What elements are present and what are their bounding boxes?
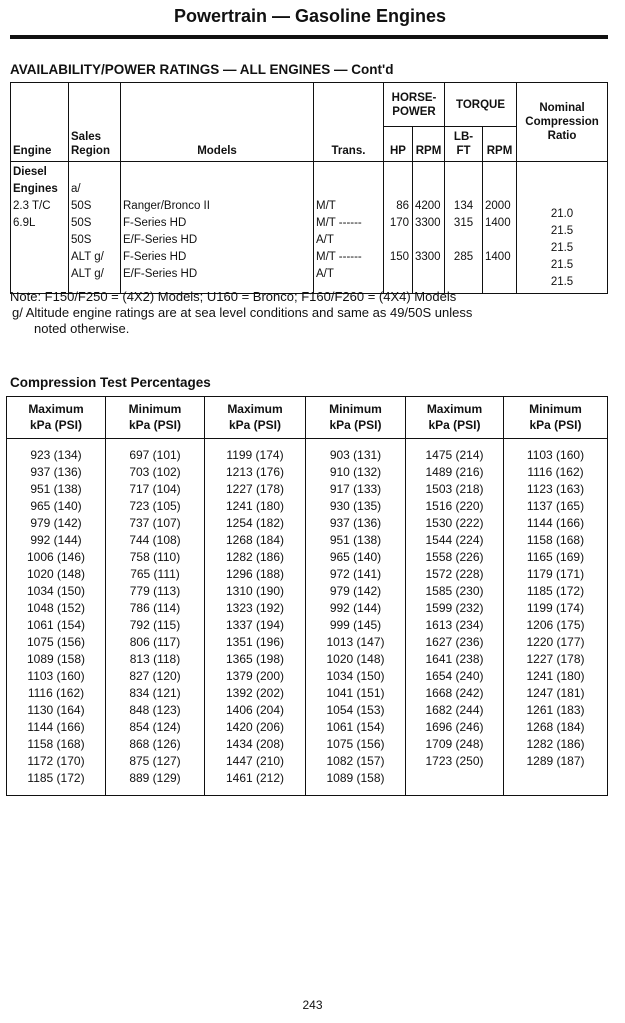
compression-value: 1434 (208) [225,737,285,751]
compression-value: 1172 (170) [27,754,85,768]
compression-value: 1130 (164) [27,703,85,717]
compression-value: 1289 (187) [526,754,585,768]
compression-value: 1075 (156) [326,737,385,751]
compression-value: 1558 (226) [425,550,484,564]
compression-value: 1296 (188) [225,567,285,581]
compression-value: 1013 (147) [326,635,385,649]
compression-value: 1206 (175) [526,618,585,632]
header-torque-rpm: RPM [483,127,517,162]
compression-value: 1654 (240) [425,669,484,683]
compression-value: 1158 (168) [27,737,85,751]
compression-table [6,396,608,796]
compression-value: 1337 (194) [225,618,285,632]
compression-value: 999 (145) [329,618,382,632]
compression-value: 1668 (242) [425,686,484,700]
header-compression-ratio: Nominal Compression Ratio [517,83,608,162]
header-torque: TORQUE [445,83,517,127]
compression-value: 979 (142) [30,516,82,530]
compression-value: 1123 (163) [526,482,585,496]
compression-value: 1185 (172) [27,771,85,785]
compression-value: 1061 (154) [326,720,385,734]
compression-value: 889 (129) [129,771,181,785]
compression-value: 1041 (151) [326,686,385,700]
compression-value: 1585 (230) [425,584,484,598]
compression-value: 917 (133) [329,482,382,496]
compression-value: 1489 (216) [425,465,484,479]
compression-value: 806 (117) [129,635,181,649]
compression-value: 1420 (206) [225,720,285,734]
compression-value: 1089 (158) [326,771,385,785]
compression-value: 1406 (204) [225,703,285,717]
compression-value: 1048 (152) [26,601,86,615]
compression-value: 1247 (181) [526,686,585,700]
compression-value: 951 (138) [329,533,382,547]
compression-value: 1641 (238) [425,652,484,666]
compression-value: 1461 (212) [225,771,285,785]
compression-value: 1020 (148) [326,652,385,666]
compression-value: 1261 (183) [526,703,585,717]
compression-value: 992 (144) [329,601,382,615]
header-rpm: RPM [413,127,445,162]
compression-value: 1116 (162) [527,465,584,479]
note-line-3: noted otherwise. [34,321,130,336]
compression-value: 1137 (165) [526,499,585,513]
notes [10,289,610,337]
compression-header-5: Maximum kPa (PSI) [406,397,504,439]
compression-value: 848 (123) [129,703,181,717]
note-line-2: g/ Altitude engine ratings are at sea level conditions and same as 49/50S unless [12,305,473,320]
compression-value: 992 (144) [30,533,82,547]
compression-value: 834 (121) [129,686,181,700]
compression-value: 1392 (202) [225,686,285,700]
trans-column: M/T M/T ------ A/T M/T ------ A/T [314,162,384,294]
compression-value: 703 (102) [129,465,181,479]
compression-value: 813 (118) [129,652,181,666]
compression-value: 779 (113) [129,584,181,598]
compression-header-1: Maximum kPa (PSI) [7,397,106,439]
compression-value: 1379 (200) [225,669,285,683]
compression-value: 875 (127) [129,754,181,768]
header-horsepower: HORSE- POWER [384,83,445,127]
compression-value: 758 (110) [129,550,181,564]
note-line-1: Note: F150/F250 = (4X2) Models; U160 = Bronco; F160/F260 = (4X4) Models [10,289,457,304]
compression-column-6 [504,439,608,796]
compression-value: 1034 (150) [326,669,385,683]
header-sales-region: Sales Region [69,83,121,162]
models-column: Ranger/Bronco II F-Series HD E/F-Series HD F-Series HD E/F-Series HD [121,162,314,294]
compression-value: 1227 (178) [526,652,585,666]
rpm-column: 4200 3300 3300 [413,162,445,294]
compression-column-5 [406,439,504,796]
compression-value: 1241 (180) [526,669,585,683]
compression-value: 1365 (198) [225,652,285,666]
compression-value: 1199 (174) [226,448,284,462]
compression-column-3 [205,439,306,796]
lbft-column: 134 315 285 [445,162,483,294]
torque-rpm-column: 2000 1400 1400 [483,162,517,294]
compression-value: 717 (104) [129,482,181,496]
compression-value: 1144 (166) [526,516,585,530]
compression-value: 1227 (178) [225,482,285,496]
compression-column-1 [7,439,106,796]
compression-value: 697 (101) [129,448,181,462]
compression-header-3: Maximum kPa (PSI) [205,397,306,439]
region-column: a/ 50S 50S 50S ALT g/ ALT g/ [69,162,121,294]
compression-value: 1599 (232) [425,601,484,615]
compression-value: 792 (115) [129,618,181,632]
compression-value: 1310 (190) [225,584,285,598]
compression-value: 1503 (218) [425,482,484,496]
compression-value: 1447 (210) [225,754,285,768]
compression-value: 930 (135) [329,499,382,513]
availability-table [10,82,608,294]
compression-value: 1241 (180) [225,499,285,513]
compression-value: 737 (107) [129,516,181,530]
compression-value: 1185 (172) [526,584,585,598]
compression-value: 1268 (184) [526,720,585,734]
availability-heading: AVAILABILITY/POWER RATINGS — ALL ENGINES — Cont'd [10,62,394,77]
title-rule [10,35,608,39]
header-lbft: LB-FT [445,127,483,162]
compression-value: 1220 (177) [526,635,585,649]
compression-value: 910 (132) [329,465,382,479]
compression-value: 1061 (154) [26,618,86,632]
compression-ratio-column: 21.0 21.5 21.5 21.5 21.5 [517,162,608,294]
compression-value: 1034 (150) [26,584,86,598]
compression-value: 979 (142) [329,584,382,598]
compression-value: 868 (126) [129,737,181,751]
compression-value: 972 (141) [329,567,382,581]
compression-value: 786 (114) [129,601,181,615]
compression-value: 1103 (160) [526,448,585,462]
compression-value: 965 (140) [329,550,382,564]
compression-value: 1075 (156) [26,635,86,649]
compression-value: 1627 (236) [425,635,484,649]
compression-value: 1006 (146) [26,550,86,564]
header-models: Models [121,83,314,162]
compression-heading: Compression Test Percentages [10,375,211,390]
compression-value: 951 (138) [30,482,82,496]
compression-value: 1516 (220) [425,499,484,513]
compression-value: 1282 (186) [225,550,285,564]
compression-value: 1165 (169) [526,550,585,564]
compression-value: 1089 (158) [26,652,86,666]
compression-header-2: Minimum kPa (PSI) [106,397,205,439]
compression-value: 1323 (192) [225,601,285,615]
compression-value: 1282 (186) [526,737,585,751]
header-hp: HP [384,127,413,162]
compression-value: 1116 (162) [27,686,85,700]
compression-value: 1054 (153) [326,703,385,717]
header-engine: Engine [11,83,69,162]
compression-value: 1475 (214) [425,448,484,462]
compression-value: 1213 (176) [225,465,285,479]
compression-value: 1199 (174) [526,601,585,615]
compression-value: 1144 (166) [27,720,85,734]
engine-column: Diesel Engines 2.3 T/C 6.9L [11,162,69,294]
compression-header-6: Minimum kPa (PSI) [504,397,608,439]
compression-value: 965 (140) [30,499,82,513]
compression-value: 1682 (244) [425,703,484,717]
compression-value: 937 (136) [30,465,82,479]
compression-value: 1723 (250) [425,754,484,768]
compression-value: 1544 (224) [425,533,484,547]
compression-value: 937 (136) [329,516,382,530]
compression-value: 1158 (168) [526,533,585,547]
compression-value: 1268 (184) [225,533,285,547]
compression-column-2 [106,439,205,796]
compression-value: 923 (134) [30,448,82,462]
compression-value: 744 (108) [129,533,181,547]
compression-value: 827 (120) [129,669,181,683]
compression-value: 1103 (160) [27,669,85,683]
compression-value: 1613 (234) [425,618,484,632]
hp-column: 86 170 150 [384,162,413,294]
compression-value: 1082 (157) [326,754,385,768]
compression-value: 1572 (228) [425,567,484,581]
page-title: Powertrain — Gasoline Engines [173,6,447,26]
compression-value: 1351 (196) [225,635,285,649]
compression-value: 1020 (148) [26,567,86,581]
compression-value: 723 (105) [129,499,181,513]
page-number: 243 [302,998,323,1012]
compression-value: 1179 (171) [526,567,585,581]
compression-value: 903 (131) [329,448,382,462]
compression-value: 765 (111) [130,567,180,581]
header-trans: Trans. [314,83,384,162]
compression-value: 1709 (248) [425,737,484,751]
compression-value: 1254 (182) [225,516,285,530]
compression-value: 1530 (222) [425,516,484,530]
compression-column-4 [306,439,406,796]
compression-header-4: Minimum kPa (PSI) [306,397,406,439]
compression-value: 1696 (246) [425,720,484,734]
compression-value: 854 (124) [129,720,181,734]
